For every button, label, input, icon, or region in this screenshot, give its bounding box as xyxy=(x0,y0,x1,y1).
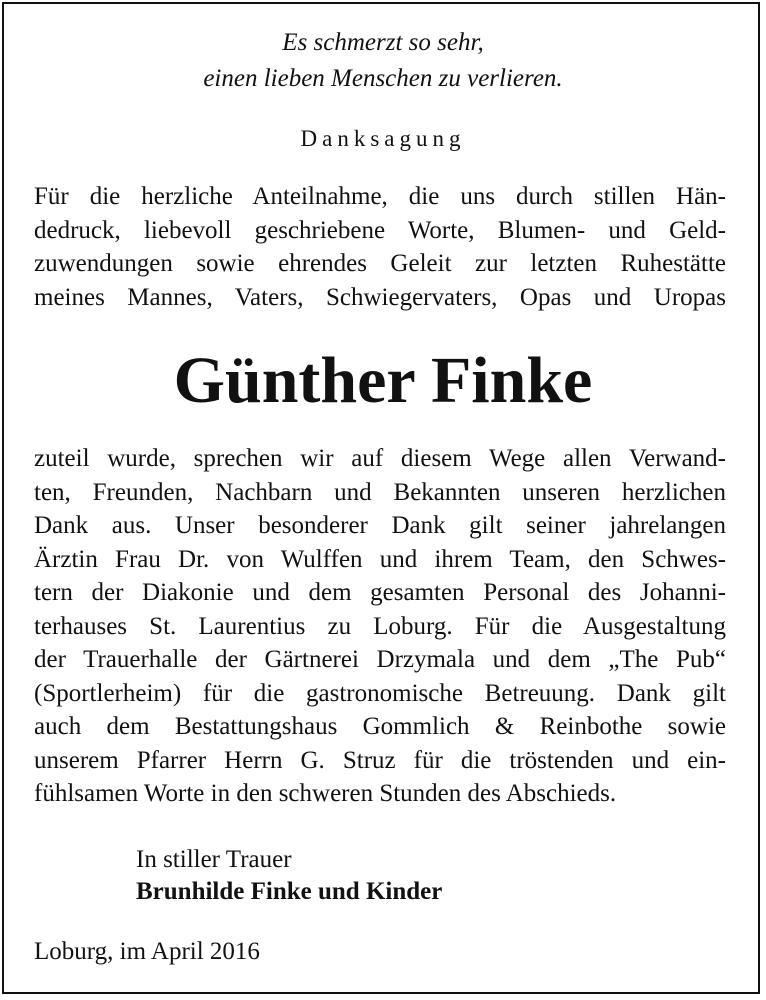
thanks-line: zuteil wurde, sprechen wir auf diesem Wege allen Verwand- xyxy=(34,445,726,472)
signature-label: In stiller Trauer xyxy=(136,846,292,873)
thanks-line: auch dem Bestattungshaus Gommlich & Reinbothe sowie xyxy=(34,713,726,740)
intro-line: meines Mannes, Vaters, Schwiegervaters, Opas und Uropas xyxy=(34,283,726,311)
deceased-name: Günther Finke xyxy=(173,344,593,417)
thanks-line: terhauses St. Laurentius zu Loburg. Für die Ausgestaltung xyxy=(34,612,726,640)
thanks-line: unserem Pfarrer Herrn G. Struz für die tröstenden und ein- xyxy=(34,746,726,774)
intro-line: zuwendungen sowie ehrendes Geleit zur letzten Ruhestätte xyxy=(34,250,726,277)
thanks-line: Ärztin Frau Dr. von Wulffen und ihrem Team, den Schwes- xyxy=(34,545,726,573)
thanks-line: ten, Freunden, Nachbarn und Bekannten unseren herzlichen xyxy=(34,478,726,506)
opening-quote-line-1: Es schmerzt so sehr, xyxy=(282,29,484,56)
heading-danksagung: Danksagung xyxy=(300,126,466,151)
thanks-line: Dank aus. Unser besonderer Dank gilt seiner jahrelangen xyxy=(34,512,726,539)
intro-line: Für die herzliche Anteilnahme, die uns durch stillen Hän- xyxy=(34,183,726,210)
thanks-line: der Trauerhalle der Gärtnerei Drzymala und dem „The Pub“ xyxy=(34,646,726,673)
place-and-date: Loburg, im April 2016 xyxy=(34,938,260,965)
thanks-line: tern der Diakonie und dem gesamten Personal des Johanni- xyxy=(34,579,726,606)
intro-line: dedruck, liebevoll geschriebene Worte, Blumen- und Geld- xyxy=(34,216,726,244)
intro-paragraph xyxy=(34,180,726,314)
thanks-line: (Sportlerheim) für die gastronomische Betreuung. Dank gilt xyxy=(34,679,726,707)
thanks-paragraph xyxy=(34,442,726,811)
signature-name: Brunhilde Finke und Kinder xyxy=(136,878,443,905)
thanks-line: fühlsamen Worte in den schweren Stunden des Abschieds. xyxy=(34,780,617,807)
obituary-frame xyxy=(2,2,760,994)
opening-quote-line-2: einen lieben Menschen zu verlieren. xyxy=(203,65,563,92)
